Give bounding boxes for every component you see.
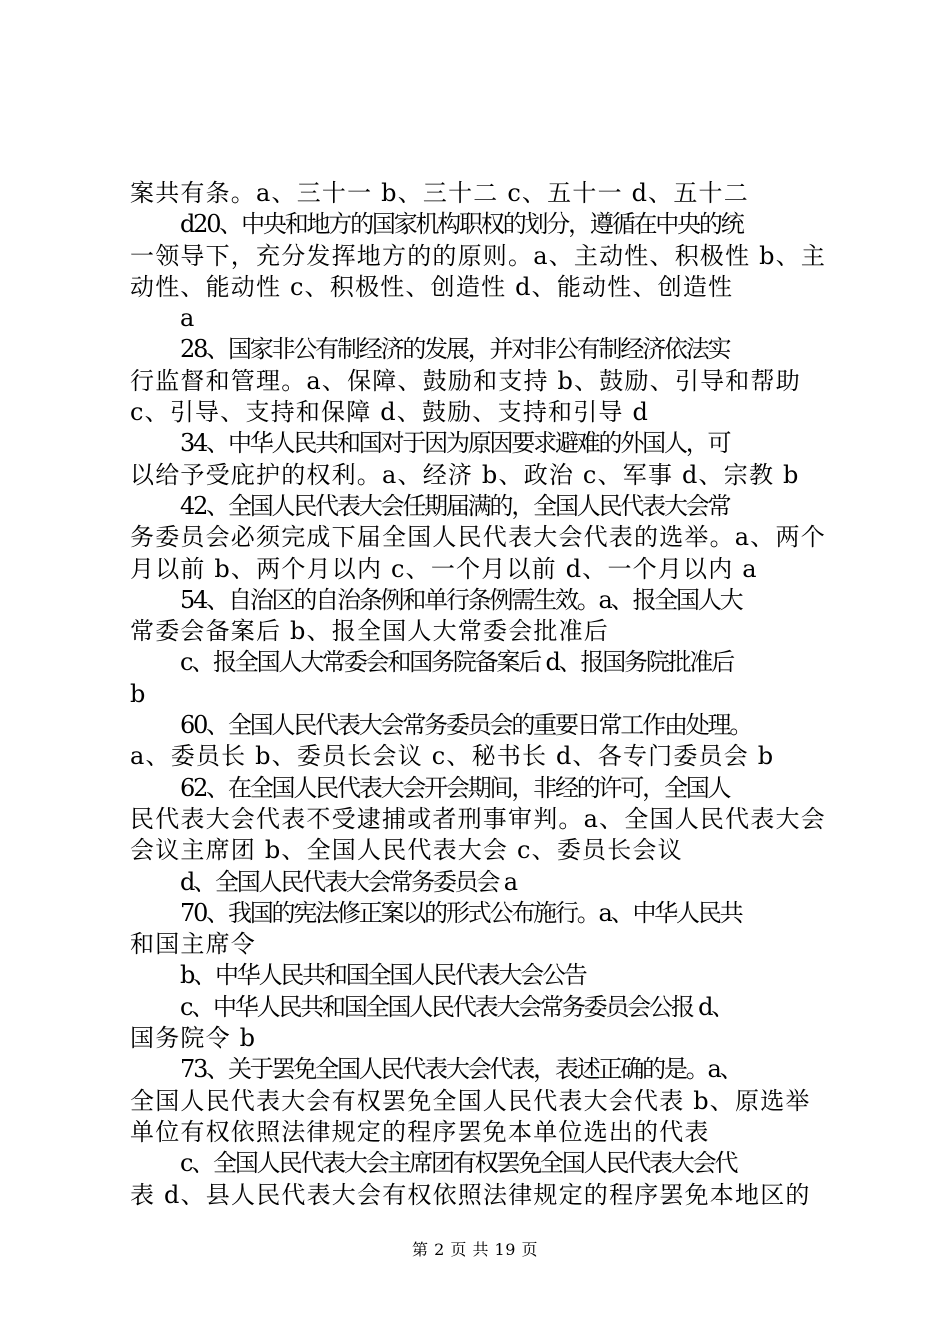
text-line: 以给予受庇护的权利。a、经济 b、政治 c、军事 d、宗教 b [130,460,800,489]
text-line: c、中华人民共和国全国人民代表大会常务委员会公报 d、 [180,992,734,1021]
text-line: 62、在全国人民代表大会开会期间，非经的许可，全国人 [180,773,730,802]
text-line: 60、全国人民代表大会常务委员会的重要日常工作由处理。 [180,711,752,740]
text-line: 28、国家非公有制经济的发展，并对非公有制经济依法实 [180,335,730,364]
text-line: b [130,679,147,708]
text-line: 70、我国的宪法修正案以的形式公布施行。a、中华人民共 [180,898,742,927]
page-footer: 第 2 页 共 19 页 [412,1240,538,1259]
text-line: d20、中央和地方的国家机构职权的划分，遵循在中央的统 [180,210,743,239]
text-line: b、中华人民共和国全国人民代表大会公告 [180,961,586,990]
text-line: c、报全国人大常委会和国务院备案后 d、报国务院批准后 [180,648,734,677]
text-line: c、全国人民代表大会主席团有权罢免全国人民代表大会代 [180,1149,737,1178]
document-body [130,178,830,1211]
text-line: a、委员长 b、委员长会议 c、秘书长 d、各专门委员会 b [130,742,775,771]
text-line: 一领导下，充分发挥地方的的原则。a、主动性、积极性 b、主 [130,241,827,270]
text-line: 国务院令 b [130,1024,257,1053]
text-line: a [180,304,193,333]
text-line: 单位有权依照法律规定的程序罢免本单位选出的代表 [130,1117,710,1146]
text-line: 动性、能动性 c、积极性、创造性 d、能动性、创造性 [130,272,734,301]
text-line: 全国人民代表大会有权罢免全国人民代表大会代表 b、原选举 [130,1086,811,1115]
text-line: 常委会备案后 b、报全国人大常委会批准后 [130,617,609,646]
text-line: 行监督和管理。a、保障、鼓励和支持 b、鼓励、引导和帮助 [130,366,801,395]
text-line: 表 d、县人民代表大会有权依照法律规定的程序罢免本地区的 [130,1180,811,1209]
text-line: 民代表大会代表不受逮捕或者刑事审判。a、全国人民代表大会 [130,804,826,833]
text-line: 和国主席令 [130,930,256,959]
text-line: 务委员会必须完成下届全国人民代表大会代表的选举。a、两个 [130,523,826,552]
text-line: 会议主席团 b、全国人民代表大会 c、委员长会议 [130,836,683,865]
text-line: 34、中华人民共和国对于因为原因要求避难的外国人，可 [180,429,730,458]
text-line: 73、关于罢免全国人民代表大会代表，表述正确的是。a、 [180,1055,742,1084]
text-line: c、引导、支持和保障 d、鼓励、支持和引导 d [130,398,650,427]
text-line: 月以前 b、两个月以内 c、一个月以前 d、一个月以内 a [130,554,758,583]
text-line: 42、全国人民代表大会任期届满的，全国人民代表大会常 [180,491,730,520]
text-line: d、全国人民代表大会常务委员会 a [180,867,516,896]
text-line: 案共有条。a、三十一 b、三十二 c、五十一 d、五十二 [130,179,749,207]
text-line: 54、自治区的自治条例和单行条例需生效。a、报全国人大 [180,585,742,614]
